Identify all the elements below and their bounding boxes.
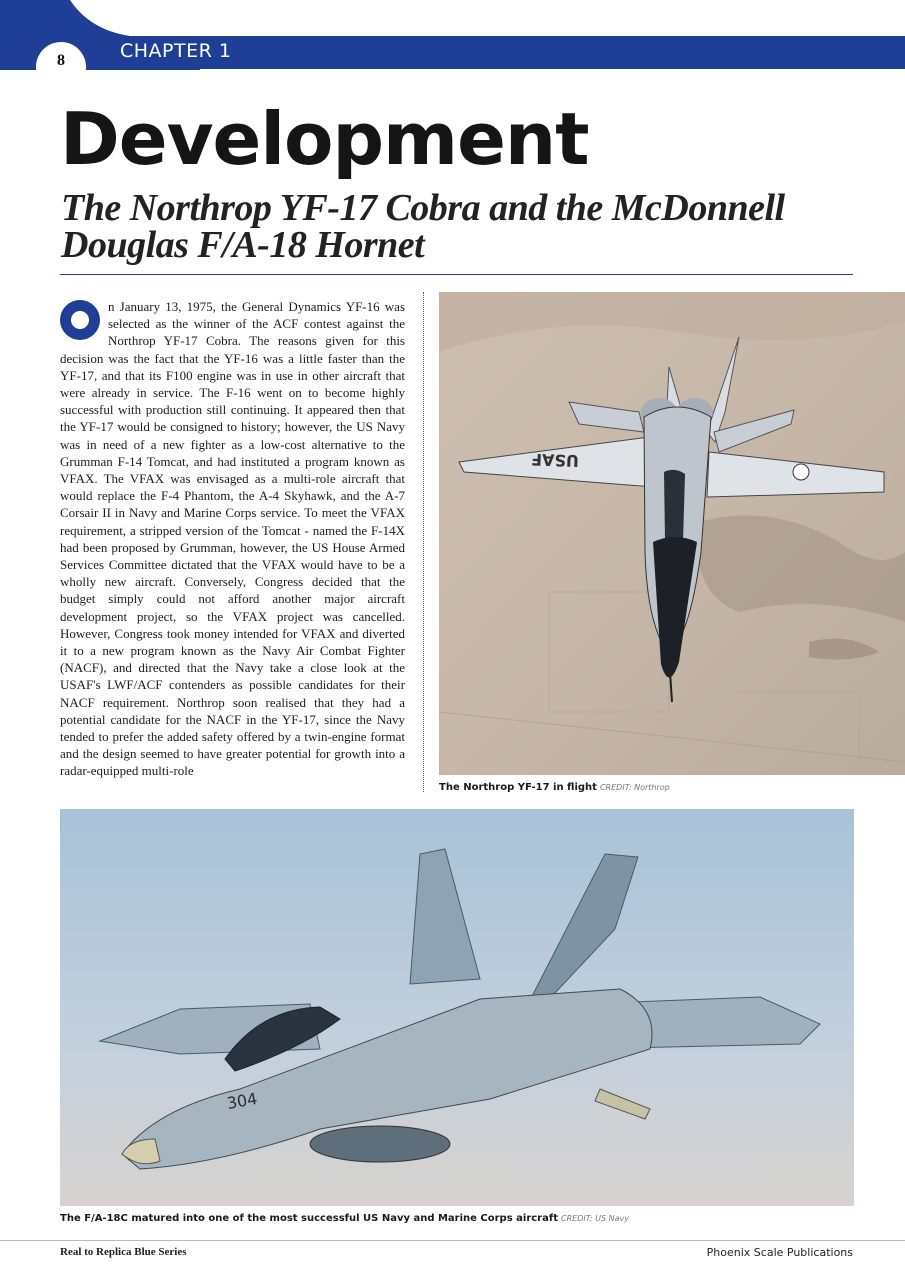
fa18-photo [60, 809, 854, 1206]
fa18-caption-text: The F/A-18C matured into one of the most successful US Navy and Marine Corps aircraft [60, 1213, 558, 1224]
footer-series: Real to Replica Blue Series [60, 1246, 187, 1258]
dropcap-o [60, 300, 100, 340]
article-body [60, 298, 405, 798]
nose-number: 304 [225, 1088, 259, 1113]
page-number: 8 [57, 52, 65, 69]
page-subtitle: The Northrop YF-17 Cobra and the McDonnell Douglas F/A-18 Hornet [61, 187, 785, 267]
fa18-credit: CREDIT: US Navy [561, 1214, 629, 1223]
yf17-caption [439, 782, 670, 793]
yf17-photo [439, 292, 905, 775]
article-text: n January 13, 1975, the General Dynamics YF-16 was selected as the winner of the ACF contest against the Northrop YF-17 Cobra. The reasons given for this decision was the fact that the YF-16 was a little faster than the YF-17, and that its F100 engine was in use in other aircraft that were already in service. The F-16 went on to become highly successful with production still continuing. It appeared then that the YF-17 would be consigned to history; however, the US Navy was in need of a new fighter as a low-cost alternative to the Grumman F-14 Tomcat, and had instituted a program known as VFAX. The VFAX was envisaged as a multi-role aircraft that would replace the F-4 Phantom, the A-4 Skyhawk, and the A-7 Corsair II in Navy and Marine Corps service. To meet the VFAX requirement, a stripped version of the Tomcat - named the F-14X had been proposed by Grumman, however, the US House Armed Services Committee dictated that the VFAX would have to be a wholly new aircraft. Conversely, Congress decided that the budget simply could not afford another major aircraft development project, so the VFAX project was cancelled. However, Congress took money intended for VFAX and diverted it to a new program known as the Navy Air Combat Fighter (NACF), and directed that the Navy take a close look at the USAF's LWF/ACF contenders as possible candidates for their NACF requirement. Northrop soon realised that they had a potential candidate for the NACF in the YF-17, since the Navy tended to prefer the added safety offered by a twin-engine format and the design seemed to have greater potential for growth into a radar-equipped multi-role [60, 299, 405, 779]
title-divider [60, 274, 853, 275]
yf17-credit: CREDIT: Northrop [599, 783, 670, 792]
yf17-caption-text: The Northrop YF-17 in flight [439, 782, 597, 793]
chapter-label: CHAPTER 1 [120, 40, 232, 62]
footer-divider [0, 1240, 905, 1241]
page-title: Development [60, 97, 589, 181]
fa18-caption [60, 1213, 629, 1224]
usaf-marking: USAF [530, 449, 580, 471]
footer-publisher: Phoenix Scale Publications [706, 1246, 853, 1259]
column-divider [423, 292, 424, 792]
